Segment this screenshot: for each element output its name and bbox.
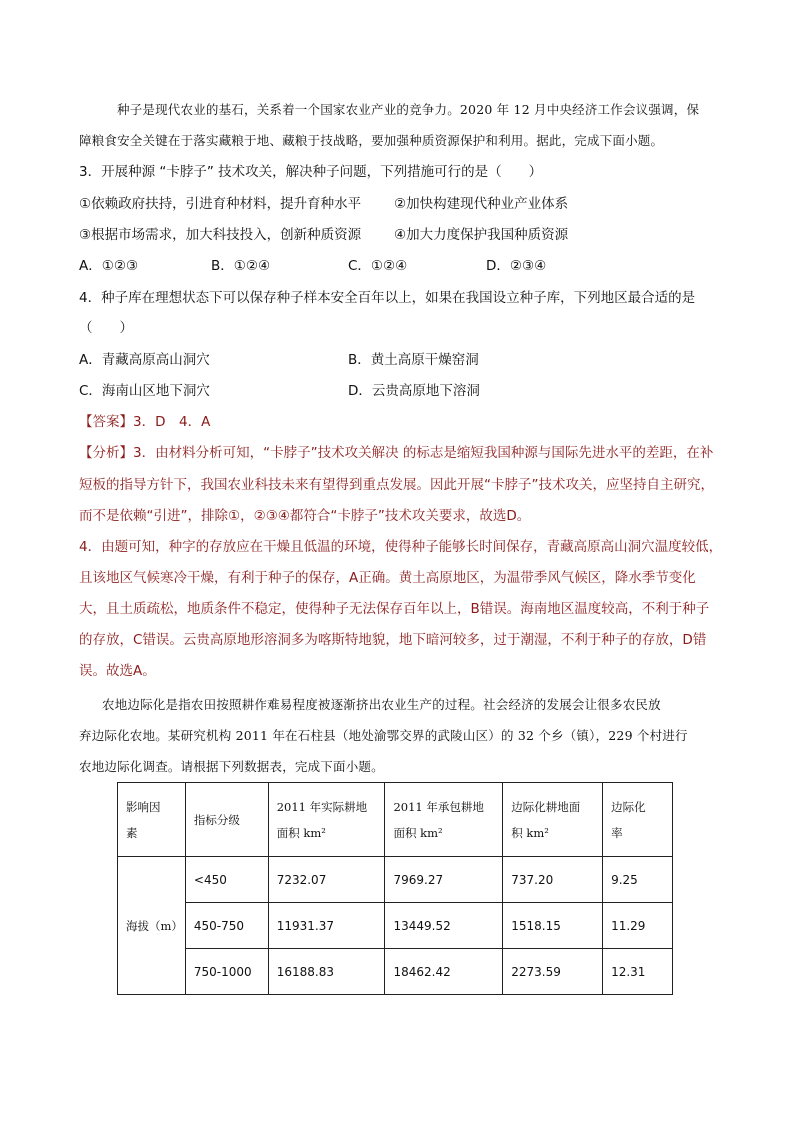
table-cell: 11931.37 [268, 903, 385, 949]
q4-option-b: B．黄土高原干燥窑洞 [348, 352, 479, 368]
table-header-row [118, 783, 673, 857]
intro2-paragraph-line: 弃边际化农地。某研究机构 2011 年在石柱县（地处渝鄂交界的武陵山区）的 32 个乡（镇），229 个村进行 [79, 728, 688, 743]
table-cell: 1518.15 [503, 903, 603, 949]
answer-text: 3．D 4．A [133, 414, 211, 430]
table-row [118, 903, 673, 949]
intro2-paragraph-line: 农地边际化调查。请根据下列数据表，完成下面小题。 [79, 759, 384, 774]
q3-option-c: C．①②④ [348, 258, 408, 274]
q4-option-d: D．云贵高原地下溶洞 [348, 383, 480, 399]
analysis-line: 而不是依赖“引进”，排除①，②③④都符合“卡脖子”技术攻关要求，故选D。 [79, 508, 531, 524]
question-3-stem: 3．开展种源 “卡脖子” 技术攻关，解决种子问题，下列措施可行的是（ ） [79, 164, 543, 180]
table-cell: 2273.59 [503, 949, 603, 995]
table-cell: 7969.27 [385, 857, 503, 903]
question-4-stem: 4．种子库在理想状态下可以保存种子样本安全百年以上，如果在我国设立种子库，下列地区最合适的是 [79, 290, 696, 306]
analysis-text: 3．由材料分析可知，“卡脖子”技术攻关解决 的标志是缩短我国种源与国际先进水平的差距，在补 [133, 445, 714, 461]
table-cell: 9.25 [603, 857, 673, 903]
intro-paragraph-line: 障粮食安全关键在于落实藏粮于地、藏粮于技战略，要加强种质资源保护和利用。据此，完成下面小题。 [79, 133, 664, 148]
analysis-line: 的存放，C错误。云贵高原地形溶洞多为喀斯特地貌，地下暗河较多，过于潮湿，不利于种子的存放，D错 [79, 632, 707, 648]
table-cell: 18462.42 [385, 949, 503, 995]
table-row [118, 949, 673, 995]
intro2-paragraph-line: 农地边际化是指农田按照耕作难易程度被逐渐挤出农业生产的过程。社会经济的发展会让很多农民放 [102, 697, 661, 712]
analysis-line: 大，且土质疏松，地质条件不稳定，使得种子无法保存百年以上，B错误。海南地区温度较高，不利于种子 [79, 601, 710, 617]
q3-statement-1: ①依赖政府扶持，引进育种材料，提升育种水平 [79, 196, 362, 212]
answer-line [79, 412, 210, 432]
q3-option-d: D．②③④ [486, 258, 547, 274]
table-cell: 12.31 [603, 949, 673, 995]
analysis-line: 且该地区气候寒冷干燥，有利于种子的保存，A正确。黄土高原地区，为温带季风气候区，降水季节变化 [79, 570, 696, 586]
q3-statement-2: ②加快构建现代种业产业体系 [394, 196, 569, 212]
table-cell: 7232.07 [268, 857, 385, 903]
table-header-cell: 边际化耕地面 积 km² [503, 783, 603, 857]
analysis-line: 4．由题可知，种字的存放应在干燥且低温的环境，使得种子能够长时间保存，青藏高原高山洞穴温度较低， [79, 539, 723, 555]
q4-option-c: C．海南山区地下洞穴 [79, 383, 210, 399]
table-header-cell: 影响因 素 [118, 783, 186, 857]
table-cell: <450 [185, 857, 268, 903]
table-cell: 450-750 [185, 903, 268, 949]
table-cell: 11.29 [603, 903, 673, 949]
analysis-tag: 【分析】 [79, 445, 133, 461]
table-cell: 13449.52 [385, 903, 503, 949]
intro-paragraph-line: 种子是现代农业的基石，关系着一个国家农业产业的竞争力。2020 年 12 月中央经济工作会议强调，保 [117, 102, 700, 117]
table-factor-cell: 海拔（m） [118, 857, 186, 995]
q3-statement-4: ④加大力度保护我国种质资源 [394, 227, 569, 243]
q3-statement-3: ③根据市场需求，加大科技投入，创新种质资源 [79, 227, 362, 243]
table-header-cell: 指标分级 [185, 783, 268, 857]
q3-option-b: B．①②④ [211, 258, 271, 274]
table-header-cell: 2011 年承包耕地 面积 km² [385, 783, 503, 857]
q3-option-a: A．①②③ [79, 258, 139, 274]
q4-option-a: A．青藏高原高山洞穴 [79, 352, 210, 368]
table-cell: 750-1000 [185, 949, 268, 995]
table-header-cell: 边际化 率 [603, 783, 673, 857]
analysis-line: 误。故选A。 [79, 663, 156, 679]
question-4-stem-bracket: （ ） [79, 320, 133, 336]
table-header-cell: 2011 年实际耕地 面积 km² [268, 783, 385, 857]
answer-tag: 【答案】 [79, 414, 133, 430]
data-table [117, 782, 673, 995]
table-row [118, 857, 673, 903]
table-cell: 16188.83 [268, 949, 385, 995]
analysis-line [79, 443, 713, 463]
analysis-line: 短板的指导方针下，我国农业科技未来有望得到重点发展。因此开展“卡脖子”技术攻关，应坚持自主研究， [79, 477, 714, 493]
table-cell: 737.20 [503, 857, 603, 903]
